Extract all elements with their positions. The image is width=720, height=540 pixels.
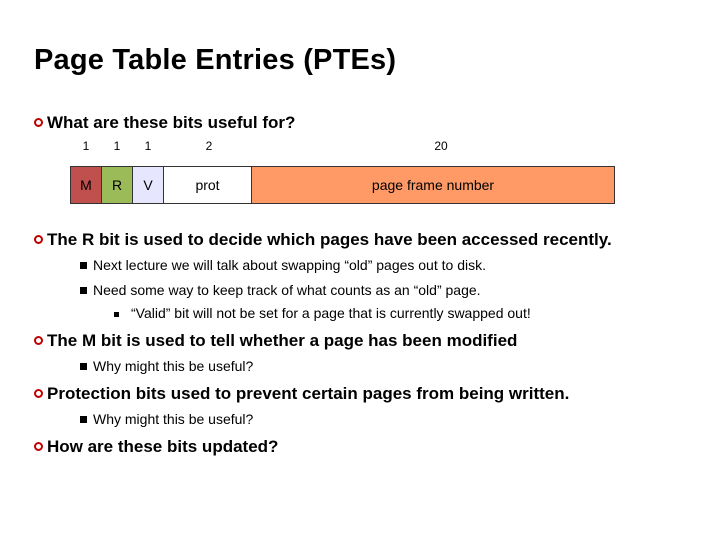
bitwidth-pfn: 20: [434, 139, 448, 153]
bullet-protection-text: Protection bits used to prevent certain pages from being written.: [47, 384, 570, 403]
sub-bullet-prot-why: [80, 411, 253, 427]
sub-sub-bullet-valid: [114, 305, 531, 321]
sub-bullet-old-page: [80, 282, 481, 298]
bullet-circle-icon: [34, 442, 43, 451]
sub-bullet-old-page-text: Need some way to keep track of what counts as an “old” page.: [93, 282, 481, 298]
bullet-update-text: How are these bits updated?: [47, 437, 279, 456]
sub-bullet-prot-why-text: Why might this be useful?: [93, 411, 254, 427]
bullet-question-text: What are these bits useful for?: [47, 113, 296, 132]
square-bullet-icon: [80, 287, 87, 294]
pte-field-v: V: [133, 167, 164, 203]
square-bullet-icon: [80, 363, 87, 370]
pte-field-r: R: [102, 167, 133, 203]
bullet-circle-icon: [34, 118, 43, 127]
pte-diagram: [70, 166, 615, 204]
sub-bullet-swapping: [80, 257, 486, 273]
bullet-protection: [34, 384, 569, 404]
bullet-r-bit: [34, 230, 612, 250]
bullet-circle-icon: [34, 336, 43, 345]
bullet-circle-icon: [34, 389, 43, 398]
bullet-circle-icon: [34, 235, 43, 244]
pte-field-prot: prot: [164, 167, 252, 203]
bullet-question: [34, 113, 295, 133]
pte-field-m: M: [71, 167, 102, 203]
square-bullet-icon: [80, 262, 87, 269]
bullet-r-bit-text: The R bit is used to decide which pages have been accessed recently.: [47, 230, 612, 249]
sub-bullet-m-why-text: Why might this be useful?: [93, 358, 254, 374]
bullet-update: [34, 437, 278, 457]
square-bullet-icon: [114, 312, 119, 317]
slide-title: Page Table Entries (PTEs): [34, 44, 397, 76]
bitwidth-r: 1: [113, 139, 121, 153]
bitwidth-prot: 2: [205, 139, 213, 153]
bitwidth-v: 1: [144, 139, 152, 153]
sub-bullet-swapping-text: Next lecture we will talk about swapping “old” pages out to disk.: [93, 257, 486, 273]
sub-sub-bullet-valid-text: “Valid” bit will not be set for a page that is currently swapped out!: [131, 305, 531, 321]
square-bullet-icon: [80, 416, 87, 423]
bullet-m-bit: [34, 331, 517, 351]
pte-field-page-frame-number: page frame number: [252, 167, 614, 203]
bullet-m-bit-text: The M bit is used to tell whether a page has been modified: [47, 331, 518, 350]
bitwidth-m: 1: [82, 139, 90, 153]
sub-bullet-m-why: [80, 358, 253, 374]
